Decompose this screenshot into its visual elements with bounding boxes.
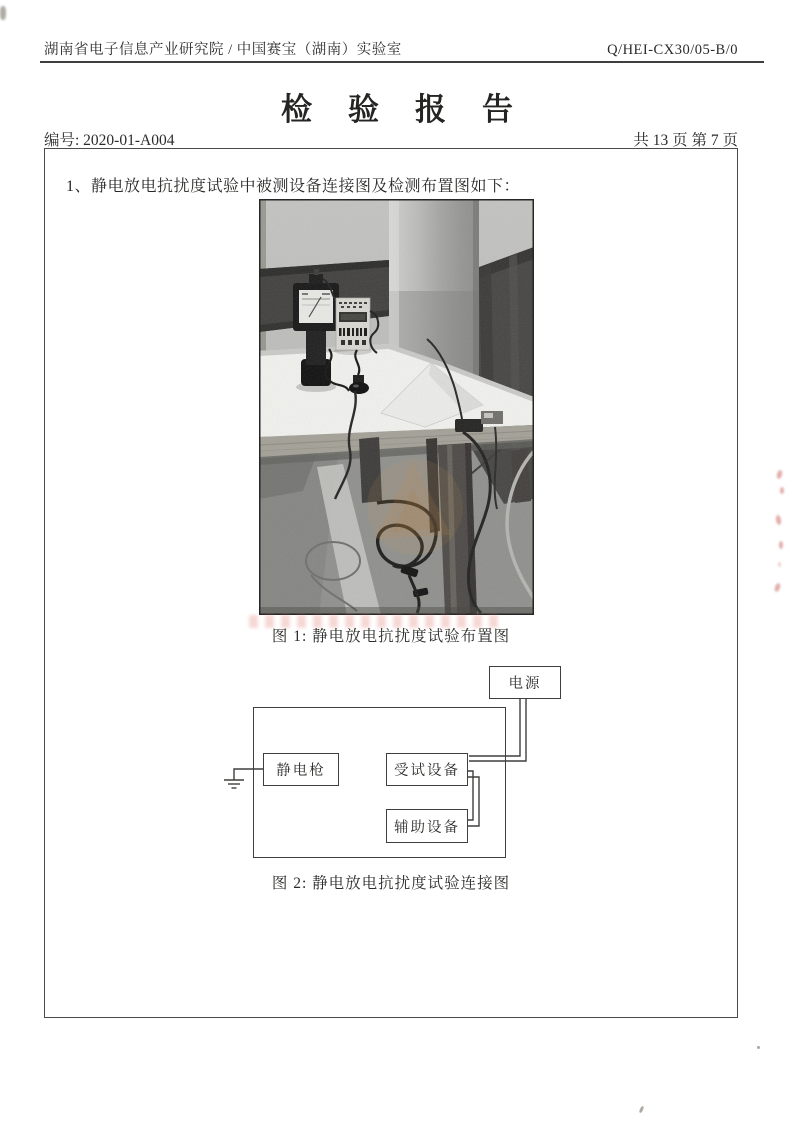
report-number: 编号: 2020-01-A004 [44, 132, 175, 149]
red-bleed-mark [779, 541, 783, 549]
meta-row [44, 128, 738, 150]
scan-speck [639, 1106, 645, 1114]
figure1-caption: 图 1: 静电放电抗扰度试验布置图 [271, 628, 511, 645]
esd-gun-box: 静电枪 [263, 753, 339, 786]
red-bleed-mark [775, 515, 782, 526]
lab-name: 湖南省电子信息产业研究院 / 中国赛宝（湖南）实验室 [44, 42, 402, 58]
header-divider [40, 61, 764, 63]
red-bleed-mark [778, 562, 781, 567]
aux-box: 辅助设备 [386, 809, 468, 843]
eut-box: 受试设备 [386, 753, 468, 786]
intro-text: 1、静电放电抗扰度试验中被测设备连接图及检测布置图如下： [66, 178, 521, 195]
page-info: 共 13 页 第 7 页 [633, 132, 738, 149]
scan-speck [757, 1046, 760, 1049]
scan-speck [0, 6, 6, 20]
figure2-diagram [221, 661, 571, 896]
doc-code: Q/HEI-CX30/05-B/0 [607, 42, 738, 58]
red-bleed-mark [776, 470, 783, 480]
figure2-caption: 图 2: 静电放电抗扰度试验连接图 [271, 875, 511, 892]
page-header [44, 38, 738, 59]
figure1-photo [259, 199, 534, 615]
report-title: 检验报告 [281, 92, 549, 127]
content-border-box [44, 148, 738, 1018]
red-bleed-mark [780, 487, 784, 494]
red-bleed-mark [774, 582, 782, 592]
power-box: 电源 [489, 666, 561, 699]
